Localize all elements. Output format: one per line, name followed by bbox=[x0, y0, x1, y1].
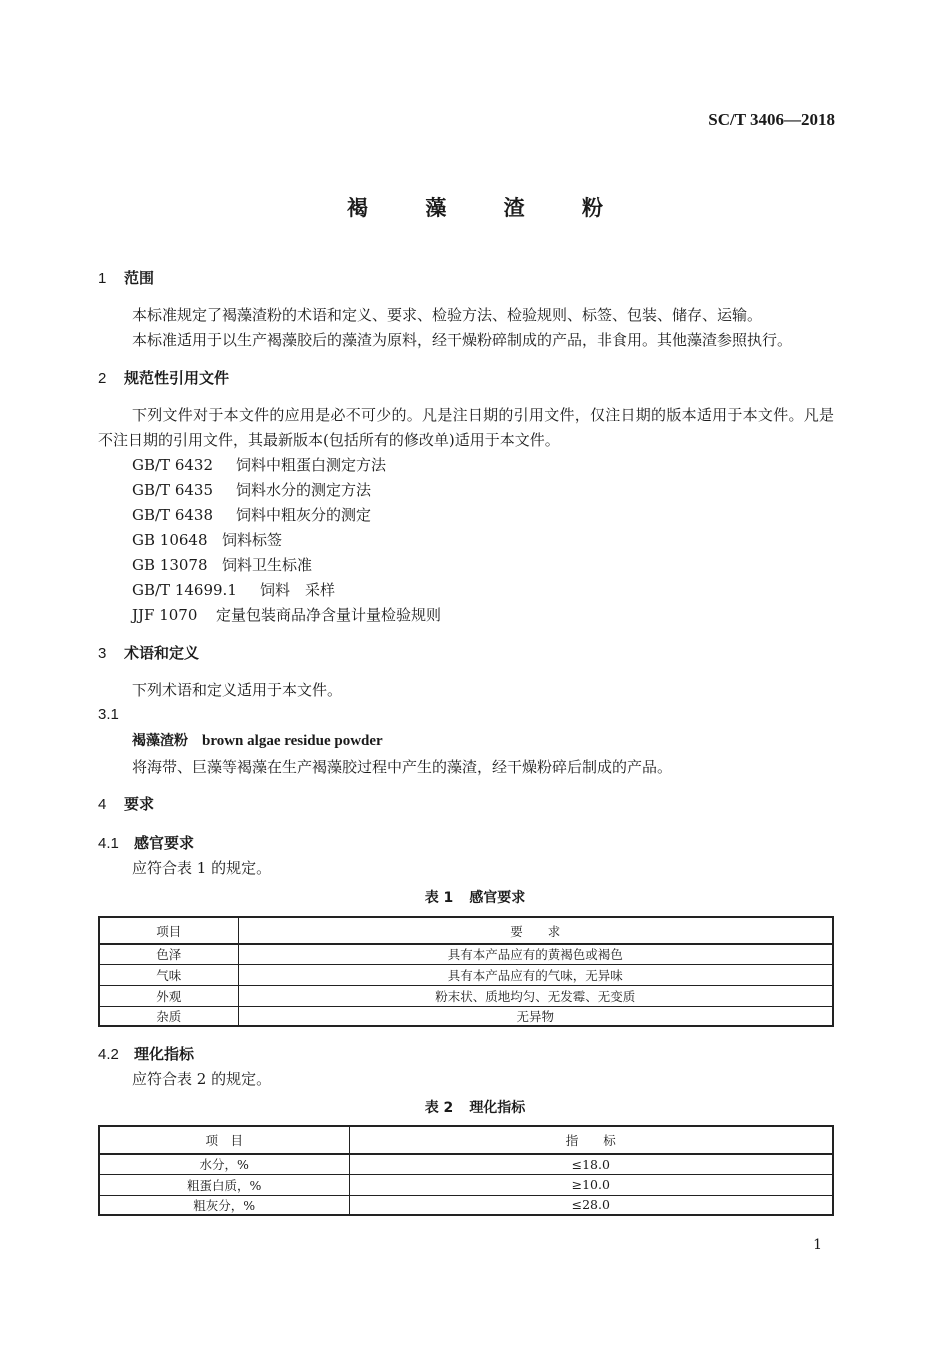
table-header-cell: 指 标 bbox=[349, 1126, 833, 1154]
section-number: 3 bbox=[98, 645, 107, 662]
reference-name: 饲料中粗灰分的测定 bbox=[236, 506, 372, 524]
section-number: 1 bbox=[98, 270, 107, 287]
reference-item bbox=[132, 554, 312, 575]
reference-code: GB/T 14699.1 bbox=[132, 581, 237, 599]
table-header-cell: 要 求 bbox=[238, 917, 833, 944]
section-3-heading bbox=[98, 642, 199, 663]
section-4-heading bbox=[98, 793, 154, 814]
normative-intro-paragraph: 下列文件对于本文件的应用是必不可少的。凡是注日期的引用文件，仅注日期的版本适用于本文件。凡是不注日期的引用文件，其最新版本(包括所有的修改单)适用于本文件。 bbox=[98, 406, 834, 449]
subsection-title: 理化指标 bbox=[134, 1045, 195, 1063]
term-number-text: 3.1 bbox=[98, 706, 119, 723]
section-title: 要求 bbox=[124, 795, 155, 813]
table-caption-number: 表 1 bbox=[424, 890, 454, 906]
terms-intro-paragraph: 下列术语和定义适用于本文件。 bbox=[132, 681, 343, 699]
section-2-heading bbox=[98, 367, 229, 388]
table-caption-title: 感官要求 bbox=[469, 890, 526, 906]
table-cell: ≤18.0 bbox=[349, 1154, 833, 1174]
reference-item bbox=[132, 604, 441, 625]
reference-code: GB/T 6438 bbox=[132, 506, 214, 524]
table-1-caption bbox=[0, 887, 950, 907]
reference-name: 饲料 采样 bbox=[260, 581, 336, 599]
term-entry bbox=[132, 730, 383, 750]
table-header-row bbox=[99, 1126, 833, 1154]
table-cell: 气味 bbox=[99, 964, 238, 985]
reference-item bbox=[132, 529, 282, 550]
table-cell: 无异物 bbox=[238, 1006, 833, 1026]
reference-code: GB/T 6435 bbox=[132, 481, 214, 499]
subsection-number: 4.1 bbox=[98, 835, 119, 852]
reference-name: 饲料卫生标准 bbox=[222, 556, 313, 574]
table-cell: 外观 bbox=[99, 985, 238, 1006]
table-row bbox=[99, 944, 833, 964]
page-number: 1 bbox=[813, 1237, 822, 1253]
table-row bbox=[99, 964, 833, 985]
table-row bbox=[99, 1195, 833, 1215]
table-header-row bbox=[99, 917, 833, 944]
table-cell: 具有本产品应有的气味，无异味 bbox=[238, 964, 833, 985]
subsection-4-1-text: 应符合表 1 的规定。 bbox=[132, 859, 272, 877]
table-cell: 粗灰分，% bbox=[99, 1195, 349, 1215]
scope-paragraph-2: 本标准适用于以生产褐藻胶后的藻渣为原料，经干燥粉碎制成的产品，非食用。其他藻渣参照执行。 bbox=[132, 331, 793, 349]
document-title: 褐 藻 渣 粉 bbox=[347, 196, 628, 220]
section-number: 2 bbox=[98, 370, 107, 387]
table-caption-title: 理化指标 bbox=[469, 1100, 526, 1116]
reference-item bbox=[132, 479, 371, 500]
table-header-cell: 项目 bbox=[99, 917, 238, 944]
table-cell: 粉末状、质地均匀、无发霉、无变质 bbox=[238, 985, 833, 1006]
reference-item bbox=[132, 579, 335, 600]
section-number: 4 bbox=[98, 796, 107, 813]
subsection-4-2-heading bbox=[98, 1043, 194, 1064]
subsection-4-2-text: 应符合表 2 的规定。 bbox=[132, 1070, 272, 1088]
standard-code: SC/T 3406—2018 bbox=[708, 110, 835, 129]
reference-code: GB/T 6432 bbox=[132, 456, 214, 474]
subsection-4-1-heading bbox=[98, 832, 194, 853]
table-cell: 杂质 bbox=[99, 1006, 238, 1026]
reference-code: GB 13078 bbox=[132, 556, 208, 574]
term-number bbox=[98, 705, 138, 723]
table-header-cell: 项 目 bbox=[99, 1126, 349, 1154]
table-cell: 具有本产品应有的黄褐色或褐色 bbox=[238, 944, 833, 964]
reference-item bbox=[132, 454, 386, 475]
table-cell: ≥10.0 bbox=[349, 1174, 833, 1195]
reference-name: 定量包装商品净含量计量检验规则 bbox=[216, 606, 442, 624]
reference-name: 饲料水分的测定方法 bbox=[236, 481, 372, 499]
table-caption-number: 表 2 bbox=[424, 1100, 454, 1116]
reference-item bbox=[132, 504, 371, 525]
subsection-number: 4.2 bbox=[98, 1046, 119, 1063]
section-title: 范围 bbox=[124, 269, 155, 287]
subsection-title: 感官要求 bbox=[134, 834, 195, 852]
section-title: 规范性引用文件 bbox=[124, 369, 230, 387]
table-row bbox=[99, 1006, 833, 1026]
section-1-heading bbox=[98, 267, 154, 288]
table-2-physicochemical-indices bbox=[98, 1125, 834, 1216]
table-cell: 粗蛋白质，% bbox=[99, 1174, 349, 1195]
table-row bbox=[99, 1154, 833, 1174]
table-cell: ≤28.0 bbox=[349, 1195, 833, 1215]
table-cell: 水分，% bbox=[99, 1154, 349, 1174]
table-2-caption bbox=[0, 1097, 950, 1117]
term-definition: 将海带、巨藻等褐藻在生产褐藻胶过程中产生的藻渣，经干燥粉碎后制成的产品。 bbox=[132, 758, 673, 776]
reference-code: JJF 1070 bbox=[132, 606, 198, 624]
table-1-sensory-requirements bbox=[98, 916, 834, 1027]
term-english: brown algae residue powder bbox=[202, 733, 383, 749]
section-title: 术语和定义 bbox=[124, 644, 200, 662]
reference-code: GB 10648 bbox=[132, 531, 208, 549]
table-row bbox=[99, 985, 833, 1006]
table-cell: 色泽 bbox=[99, 944, 238, 964]
reference-name: 饲料标签 bbox=[222, 531, 283, 549]
term-chinese: 褐藻渣粉 bbox=[132, 733, 188, 749]
table-row bbox=[99, 1174, 833, 1195]
scope-paragraph-1: 本标准规定了褐藻渣粉的术语和定义、要求、检验方法、检验规则、标签、包装、储存、运输。 bbox=[132, 306, 763, 324]
reference-name: 饲料中粗蛋白测定方法 bbox=[236, 456, 387, 474]
